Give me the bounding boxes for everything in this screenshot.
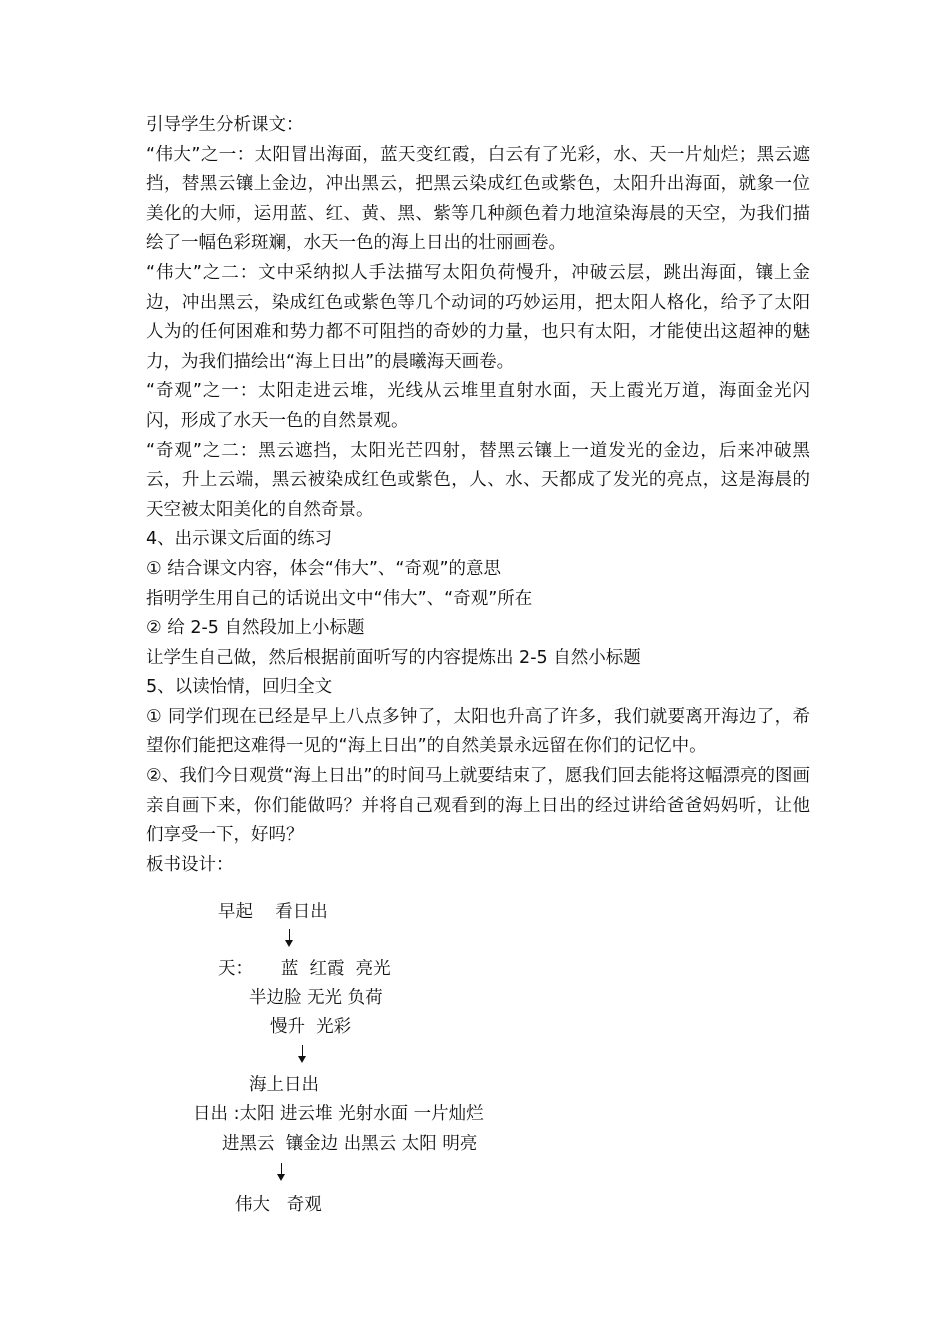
paragraph-qiguan-1: “奇观”之一：太阳走进云堆，光线从云堆里直射水面，天上霞光万道，海面金光闪闪，形成了水天一色的自然景观。: [146, 381, 810, 431]
paragraph-intro: 引导学生分析课文：: [146, 115, 304, 135]
paragraph-qiguan-2: “奇观”之二：黑云遮挡，太阳光芒四射，替黑云镶上一道发光的金边，后来冲破黑云，升上云端，黑云被染成红色或紫色，人、水、天都成了发光的亮点，这是海晨的天空被太阳美化的自然奇景。: [146, 440, 810, 520]
paragraph-weida-1: “伟大”之一：太阳冒出海面，蓝天变红霞，白云有了光彩，水、天一片灿烂；黑云遮挡，替黑云镶上金边，冲出黑云，把黑云染成红色或紫色，太阳升出海面，就象一位美化的大师，运用蓝、红、黄、黑、紫等几种颜色着力地渲染海晨的天空，为我们描绘了一幅色彩斑斓，水天一色的海上日出的壮丽画卷。: [146, 144, 810, 254]
board-line-7: 进黑云 镶金边 出黑云 太阳 明亮: [222, 1134, 478, 1154]
paragraph-exercise-2: ② 给 2-5 自然段加上小标题: [146, 618, 365, 639]
paragraph-closing-1: ① 同学们现在已经是早上八点多钟了，太阳也升高了许多，我们就要离开海边了，希望你们能把这难得一见的“海上日出”的自然美景永远留在你们的记忆中。: [146, 706, 810, 757]
paragraph-exercise-1: ① 结合课文内容，体会“伟大”、“奇观”的意思: [146, 558, 502, 579]
arrow-down-icon: [281, 1163, 282, 1179]
paragraph-step-4: 4、出示课文后面的练习: [146, 529, 333, 550]
board-line-2: 天： 蓝 红霞 亮光: [218, 959, 391, 979]
board-line-4: 慢升 光彩: [270, 1017, 352, 1037]
arrow-down-icon: [289, 929, 290, 945]
board-line-5: 海上日出: [249, 1075, 319, 1095]
paragraph-exercise-2-note: 让学生自己做，然后根据前面听写的内容提炼出 2-5 自然小标题: [146, 647, 641, 668]
paragraph-exercise-1-note: 指明学生用自己的话说出文中“伟大”、“奇观”所在: [146, 588, 533, 609]
board-line-1: 早起 看日出: [218, 902, 328, 922]
paragraph-closing-2: ②、我们今日观赏“海上日出”的时间马上就要结束了，愿我们回去能将这幅漂亮的图画亲自画下来，你们能做吗？并将自己观看到的海上日出的经过讲给爸爸妈妈听，让他们享受一下，好吗？: [146, 766, 810, 846]
board-line-8: 伟大 奇观: [235, 1195, 322, 1215]
paragraph-board-heading: 板书设计：: [146, 854, 234, 875]
paragraph-weida-2: “伟大”之二：文中采纳拟人手法描写太阳负荷慢升，冲破云层，跳出海面，镶上金边，冲出黑云，染成红色或紫色等几个动词的巧妙运用，把太阳人格化，给予了太阳人为的任何困难和势力都不可阻挡的奇妙的力量，也只有太阳，才能使出这超神的魅力，为我们描绘出“海上日出”的晨曦海天画卷。: [146, 262, 810, 372]
arrow-down-icon: [302, 1045, 303, 1061]
board-line-3: 半边脸 无光 负荷: [249, 988, 383, 1008]
paragraph-step-5: 5、以读怡情，回归全文: [146, 677, 333, 698]
board-line-6: 日出 :太阳 进云堆 光射水面 一片灿烂: [193, 1104, 484, 1124]
